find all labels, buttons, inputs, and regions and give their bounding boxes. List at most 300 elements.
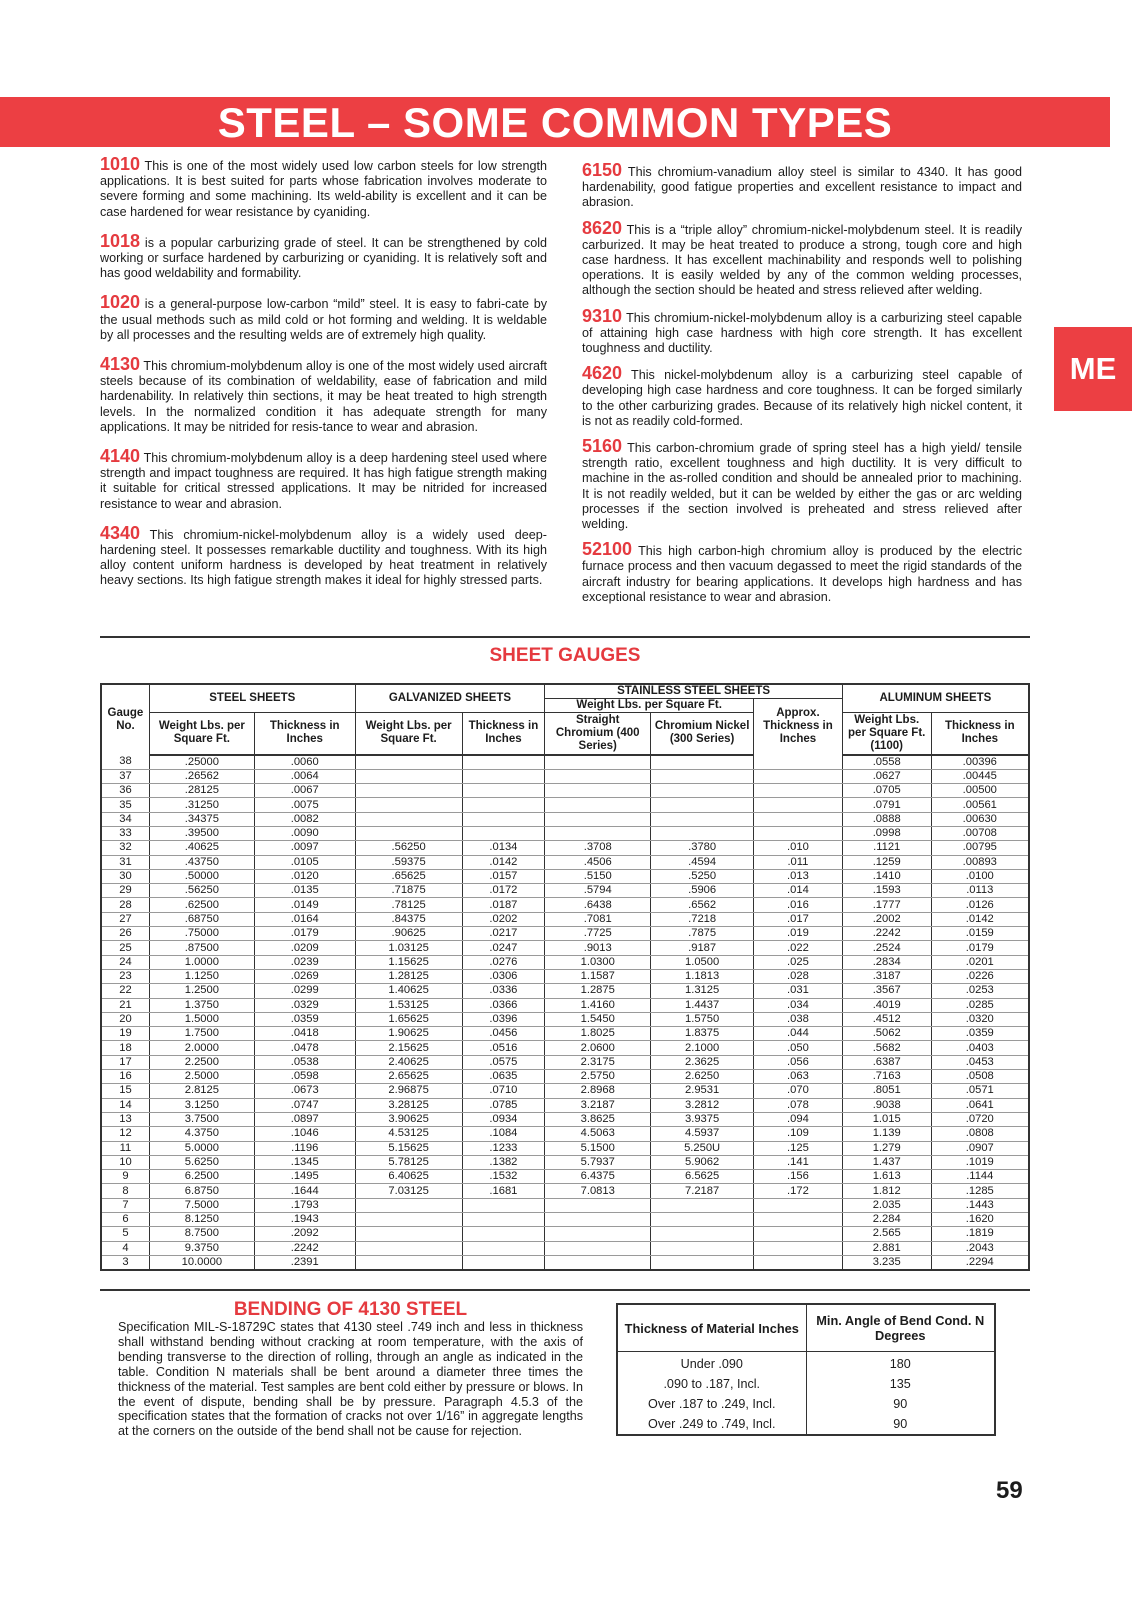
chromium-nickel-weight-cell (651, 1255, 754, 1270)
steel-description: This nickel-molybdenum alloy is a carburizing steel capable of developing high case hardness and core toughness. It can be forged similarly to the other carburizing grades. Because of its relatively high nickel content, it is not as readily cold-formed. (582, 368, 1022, 428)
aluminum-weight-cell: .0888 (842, 812, 931, 826)
chromium-nickel-weight-cell: 4.5937 (651, 1127, 754, 1141)
straight-chromium-weight-cell: 1.0300 (545, 955, 651, 969)
section-divider (100, 636, 1030, 638)
stainless-thickness-cell: .156 (754, 1170, 843, 1184)
aluminum-thickness-cell: .0126 (931, 898, 1029, 912)
page-title-banner (0, 97, 1110, 147)
table-row (101, 1027, 1029, 1041)
stainless-thickness-cell: .038 (754, 1012, 843, 1026)
aluminum-weight-cell: 3.235 (842, 1255, 931, 1270)
chromium-nickel-weight-cell: 2.1000 (651, 1041, 754, 1055)
galvanized-thickness-cell (462, 769, 545, 783)
steel-types-left-column (100, 154, 547, 603)
straight-chromium-weight-cell (545, 1213, 651, 1227)
stainless-thickness-cell (754, 784, 843, 798)
table-row (101, 884, 1029, 898)
steel-types-right-column (582, 160, 1022, 615)
stainless-weight-subheader: Weight Lbs. per Square Ft. (545, 699, 754, 713)
sheet-gauges-title: SHEET GAUGES (489, 645, 641, 666)
aluminum-thickness-cell: .0359 (931, 1027, 1029, 1041)
table-row (101, 998, 1029, 1012)
steel-description: This is a “triple alloy” chromium-nickel-molybdenum steel. It is readily carburized. It may be heat treated to produce a strong, tough core and high case hardness. It has excellent machinability and responds well to polishing operations. It is easily welded by any of the common welding processes, although the section should be heated and stress relieved after welding. (582, 222, 1022, 298)
aluminum-thickness-cell: .00630 (931, 812, 1029, 826)
aluminum-weight-cell: .2002 (842, 912, 931, 926)
galvanized-weight-cell (355, 826, 462, 840)
galvanized-weight-cell: 2.40625 (355, 1055, 462, 1069)
steel-description: This chromium-nickel-molybdenum alloy is a carburizing steel capable of attaining high case hardness with high core strength. It has excellent toughness and ductility. (582, 310, 1022, 356)
galvanized-thickness-cell: .1681 (462, 1184, 545, 1198)
gauge-no-cell: 14 (101, 1098, 149, 1112)
galvanized-thickness-cell: .0635 (462, 1070, 545, 1084)
steel-thickness-cell: .0090 (254, 826, 355, 840)
steel-thickness-cell: .0075 (254, 798, 355, 812)
chromium-nickel-weight-cell: 3.2812 (651, 1098, 754, 1112)
steel-weight-cell: 4.3750 (149, 1127, 254, 1141)
stainless-thickness-cell: .094 (754, 1112, 843, 1126)
table-row (101, 1127, 1029, 1141)
gauge-no-cell: 17 (101, 1055, 149, 1069)
stainless-thickness-cell: .141 (754, 1155, 843, 1169)
chromium-nickel-weight-cell: 2.3625 (651, 1055, 754, 1069)
chromium-nickel-weight-cell (651, 769, 754, 783)
steel-weight-cell: .39500 (149, 826, 254, 840)
straight-chromium-weight-cell (545, 798, 651, 812)
steel-weight-cell: 7.5000 (149, 1198, 254, 1212)
chromium-nickel-weight-cell (651, 798, 754, 812)
steel-weight-cell: 6.8750 (149, 1184, 254, 1198)
table-row (101, 969, 1029, 983)
steel-thickness-cell: .0269 (254, 969, 355, 983)
galvanized-thickness-cell (462, 1241, 545, 1255)
stainless-thickness-cell: .172 (754, 1184, 843, 1198)
steel-thickness-cell: .0478 (254, 1041, 355, 1055)
galvanized-thickness-cell: .0217 (462, 927, 545, 941)
aluminum-weight-cell: .4019 (842, 998, 931, 1012)
chromium-nickel-weight-cell: 1.1813 (651, 969, 754, 983)
thickness-range: .090 to .187, Incl. (617, 1374, 806, 1394)
chromium-nickel-weight-cell (651, 755, 754, 770)
aluminum-thickness-cell: .0720 (931, 1112, 1029, 1126)
table-row (101, 841, 1029, 855)
steel-description: This chromium-nickel-molybdenum alloy is a widely used deep-hardening steel. It possesses remarkable ductility and toughness. With its high alloy content uniform hardness is developed by heat treatment in relatively heavy sections. Its high fatigue strength makes it ideal for highly stressed parts. (100, 527, 547, 588)
galvanized-thickness-cell: .1233 (462, 1141, 545, 1155)
stainless-thickness-cell: .010 (754, 841, 843, 855)
straight-chromium-weight-cell: 2.8968 (545, 1084, 651, 1098)
galvanized-weight-cell (355, 798, 462, 812)
steel-description: This chromium-molybdenum alloy is one of the most widely used aircraft steels because of its combination of weldability, ease of fabrication and mild hardenability. In relatively thin sections, it may be heat treated to high strength levels. In the normalized condition it has adequate strength for many applications. It may be nitrided for resis-tance to wear and abrasion. (100, 359, 547, 434)
bending-table (616, 1303, 996, 1436)
steel-weight-cell: 5.0000 (149, 1141, 254, 1155)
steel-grade-code: 4130 (100, 354, 141, 375)
table-row (101, 1112, 1029, 1126)
steel-thickness-cell: .1046 (254, 1127, 355, 1141)
galvanized-weight-cell: .84375 (355, 912, 462, 926)
gauge-no-cell: 19 (101, 1027, 149, 1041)
chromium-nickel-weight-cell: .7218 (651, 912, 754, 926)
gauge-no-cell: 6 (101, 1213, 149, 1227)
galvanized-weight-cell: 1.53125 (355, 998, 462, 1012)
steel-weight-cell: .40625 (149, 841, 254, 855)
gauge-no-header: Gauge No. (101, 684, 149, 755)
aluminum-thickness-cell: .0907 (931, 1141, 1029, 1155)
gauge-no-cell: 37 (101, 769, 149, 783)
galvanized-thickness-cell (462, 1255, 545, 1270)
straight-chromium-weight-cell (545, 1227, 651, 1241)
page-title: STEEL – SOME COMMON TYPES (217, 99, 893, 146)
table-row (101, 1255, 1029, 1270)
steel-thickness-cell: .1943 (254, 1213, 355, 1227)
galvanized-weight-cell (355, 1241, 462, 1255)
steel-grade-code: 1010 (100, 154, 141, 174)
aluminum-thickness-cell: .00445 (931, 769, 1029, 783)
gauge-no-cell: 34 (101, 812, 149, 826)
straight-chromium-weight-cell: 4.5063 (545, 1127, 651, 1141)
chromium-nickel-weight-cell: 1.8375 (651, 1027, 754, 1041)
table-row (101, 784, 1029, 798)
steel-thickness-cell: .0135 (254, 884, 355, 898)
gauge-no-cell: 35 (101, 798, 149, 812)
table-row (101, 755, 1029, 770)
table-row (101, 984, 1029, 998)
aluminum-weight-cell: .1121 (842, 841, 931, 855)
chromium-nickel-weight-cell: .5250 (651, 869, 754, 883)
steel-grade-code: 8620 (582, 217, 623, 238)
min-angle-column-header: Min. Angle of Bend Cond. N Degrees (806, 1304, 995, 1352)
stainless-thickness-cell (754, 1227, 843, 1241)
steel-sheets-header: STEEL SHEETS (149, 684, 355, 713)
straight-chromium-weight-cell: .6438 (545, 898, 651, 912)
galvanized-thickness-cell (462, 1213, 545, 1227)
gauge-no-cell: 12 (101, 1127, 149, 1141)
stainless-thickness-cell (754, 798, 843, 812)
galvanized-weight-cell: 3.90625 (355, 1112, 462, 1126)
straight-chromium-weight-cell: 5.7937 (545, 1155, 651, 1169)
steel-weight-cell: 2.8125 (149, 1084, 254, 1098)
aluminum-thickness-cell: .00893 (931, 855, 1029, 869)
aluminum-thickness-cell: .0113 (931, 884, 1029, 898)
galvanized-weight-cell: 5.78125 (355, 1155, 462, 1169)
table-row (101, 1098, 1029, 1112)
aluminum-weight-cell: 2.284 (842, 1213, 931, 1227)
aluminum-weight-cell: .1410 (842, 869, 931, 883)
table-row (101, 798, 1029, 812)
table-row (101, 1241, 1029, 1255)
aluminum-weight-cell: .4512 (842, 1012, 931, 1026)
stainless-thickness-cell: .109 (754, 1127, 843, 1141)
galvanized-thickness-cell: .0202 (462, 912, 545, 926)
steel-weight-cell: .28125 (149, 784, 254, 798)
stainless-thickness-cell: .034 (754, 998, 843, 1012)
straight-chromium-weight-cell: 7.0813 (545, 1184, 651, 1198)
straight-chromium-weight-cell (545, 1241, 651, 1255)
straight-chromium-weight-cell: 6.4375 (545, 1170, 651, 1184)
aluminum-thickness-cell: .0159 (931, 927, 1029, 941)
aluminum-weight-cell: .2524 (842, 941, 931, 955)
steel-description: This high carbon-high chromium alloy is produced by the electric furnace process and then vacuum degassed to meet the rigid standards of the aircraft industry for bearing applications. It develops high hardness and has exceptional resistance to wear and abrasion. (582, 544, 1022, 604)
straight-chromium-weight-cell: .7081 (545, 912, 651, 926)
aluminum-thickness-header: Thickness in Inches (931, 713, 1029, 755)
aluminum-thickness-cell: .2043 (931, 1241, 1029, 1255)
galvanized-weight-cell (355, 1255, 462, 1270)
table-row (617, 1414, 995, 1435)
gauge-no-cell: 15 (101, 1084, 149, 1098)
straight-chromium-weight-cell: 1.4160 (545, 998, 651, 1012)
steel-thickness-header: Thickness in Inches (254, 713, 355, 755)
aluminum-weight-cell: .5682 (842, 1041, 931, 1055)
gauge-no-cell: 32 (101, 841, 149, 855)
table-row (101, 1213, 1029, 1227)
steel-thickness-cell: .0064 (254, 769, 355, 783)
chromium-nickel-weight-cell: 1.0500 (651, 955, 754, 969)
steel-weight-cell: 2.2500 (149, 1055, 254, 1069)
steel-weight-cell: .87500 (149, 941, 254, 955)
straight-chromium-weight-cell: .4506 (545, 855, 651, 869)
stainless-thickness-cell: .050 (754, 1041, 843, 1055)
aluminum-thickness-cell: .0571 (931, 1084, 1029, 1098)
aluminum-weight-cell: 1.613 (842, 1170, 931, 1184)
steel-entry (100, 230, 547, 282)
galvanized-thickness-cell (462, 798, 545, 812)
steel-thickness-cell: .0538 (254, 1055, 355, 1069)
chromium-nickel-weight-cell (651, 1241, 754, 1255)
steel-thickness-cell: .0060 (254, 755, 355, 770)
galvanized-thickness-cell (462, 1227, 545, 1241)
chromium-nickel-header: Chromium Nickel (300 Series) (651, 713, 754, 755)
galvanized-thickness-cell: .0934 (462, 1112, 545, 1126)
aluminum-thickness-cell: .0808 (931, 1127, 1029, 1141)
aluminum-thickness-cell: .0201 (931, 955, 1029, 969)
galvanized-thickness-cell (462, 784, 545, 798)
steel-weight-cell: .50000 (149, 869, 254, 883)
table-row (101, 855, 1029, 869)
galvanized-thickness-cell: .0157 (462, 869, 545, 883)
steel-thickness-cell: .0179 (254, 927, 355, 941)
aluminum-thickness-cell: .2294 (931, 1255, 1029, 1270)
steel-weight-cell: 5.6250 (149, 1155, 254, 1169)
table-row (101, 927, 1029, 941)
galvanized-thickness-cell: .1532 (462, 1170, 545, 1184)
aluminum-weight-cell: 2.035 (842, 1198, 931, 1212)
gauge-no-cell: 33 (101, 826, 149, 840)
galvanized-thickness-cell: .0516 (462, 1041, 545, 1055)
aluminum-weight-cell: .6387 (842, 1055, 931, 1069)
aluminum-weight-cell: .5062 (842, 1027, 931, 1041)
straight-chromium-weight-cell: 2.5750 (545, 1070, 651, 1084)
aluminum-weight-cell: .2242 (842, 927, 931, 941)
steel-thickness-cell: .0239 (254, 955, 355, 969)
galvanized-weight-cell: 6.40625 (355, 1170, 462, 1184)
gauge-no-cell: 36 (101, 784, 149, 798)
galvanized-thickness-cell (462, 755, 545, 770)
steel-weight-cell: .75000 (149, 927, 254, 941)
galvanized-weight-cell (355, 769, 462, 783)
galvanized-thickness-cell: .0247 (462, 941, 545, 955)
thickness-column-header: Thickness of Material Inches (617, 1304, 806, 1352)
table-row (617, 1374, 995, 1394)
steel-thickness-cell: .0209 (254, 941, 355, 955)
steel-weight-cell: 1.3750 (149, 998, 254, 1012)
steel-entry (100, 292, 547, 343)
steel-weight-cell: 1.2500 (149, 984, 254, 998)
table-row (101, 1041, 1029, 1055)
galvanized-thickness-cell: .0187 (462, 898, 545, 912)
stainless-thickness-cell (754, 1213, 843, 1227)
steel-entry (100, 522, 547, 589)
steel-entry (582, 436, 1022, 532)
aluminum-weight-cell: .7163 (842, 1070, 931, 1084)
thickness-range: Over .187 to .249, Incl. (617, 1394, 806, 1414)
stainless-thickness-cell: .014 (754, 884, 843, 898)
table-row (101, 769, 1029, 783)
galvanized-thickness-cell: .0575 (462, 1055, 545, 1069)
galvanized-thickness-cell: .0456 (462, 1027, 545, 1041)
steel-weight-cell: .62500 (149, 898, 254, 912)
chromium-nickel-weight-cell (651, 1227, 754, 1241)
stainless-thickness-cell: .017 (754, 912, 843, 926)
galvanized-weight-cell: .59375 (355, 855, 462, 869)
galvanized-weight-header: Weight Lbs. per Square Ft. (355, 713, 462, 755)
stainless-thickness-cell: .078 (754, 1098, 843, 1112)
min-angle: 90 (893, 1417, 908, 1431)
steel-weight-cell: .56250 (149, 884, 254, 898)
straight-chromium-weight-cell (545, 755, 651, 770)
gauge-no-cell: 22 (101, 984, 149, 998)
aluminum-weight-cell: 1.015 (842, 1112, 931, 1126)
galvanized-weight-cell: 1.40625 (355, 984, 462, 998)
straight-chromium-weight-cell: .5150 (545, 869, 651, 883)
chromium-nickel-weight-cell: 1.4437 (651, 998, 754, 1012)
steel-entry (582, 160, 1022, 211)
steel-entry (582, 363, 1022, 429)
aluminum-weight-cell: 2.881 (842, 1241, 931, 1255)
steel-entry (100, 354, 547, 435)
aluminum-weight-cell: .3567 (842, 984, 931, 998)
aluminum-thickness-cell: .1285 (931, 1184, 1029, 1198)
galvanized-thickness-cell: .0785 (462, 1098, 545, 1112)
galvanized-thickness-cell: .0366 (462, 998, 545, 1012)
table-row (101, 826, 1029, 840)
straight-chromium-weight-cell (545, 1198, 651, 1212)
galvanized-thickness-cell: .0134 (462, 841, 545, 855)
galvanized-weight-cell: .90625 (355, 927, 462, 941)
aluminum-thickness-cell: .0142 (931, 912, 1029, 926)
aluminum-weight-cell: .9038 (842, 1098, 931, 1112)
galvanized-thickness-cell (462, 812, 545, 826)
stainless-thickness-cell: .019 (754, 927, 843, 941)
stainless-thickness-cell: .028 (754, 969, 843, 983)
galvanized-weight-cell: 5.15625 (355, 1141, 462, 1155)
steel-weight-cell: 3.1250 (149, 1098, 254, 1112)
steel-weight-header: Weight Lbs. per Square Ft. (149, 713, 254, 755)
steel-description: This is one of the most widely used low carbon steels for low strength applications. It is best suited for parts whose fabrication involves moderate to severe forming and some machining. Its weld-ability is excellent and it can be case hardened for wear resistance by cyaniding. (100, 159, 547, 219)
aluminum-thickness-cell: .0100 (931, 869, 1029, 883)
straight-chromium-weight-cell: 3.2187 (545, 1098, 651, 1112)
aluminum-weight-cell: .3187 (842, 969, 931, 983)
straight-chromium-weight-cell: .3708 (545, 841, 651, 855)
section-divider (100, 1289, 1030, 1291)
steel-thickness-cell: .1196 (254, 1141, 355, 1155)
table-row (101, 1227, 1029, 1241)
steel-thickness-cell: .0097 (254, 841, 355, 855)
chromium-nickel-weight-cell: .3780 (651, 841, 754, 855)
gauge-no-cell: 11 (101, 1141, 149, 1155)
stainless-thickness-cell: .011 (754, 855, 843, 869)
steel-grade-code: 1018 (100, 230, 141, 251)
thickness-range: Over .249 to .749, Incl. (617, 1414, 806, 1435)
table-row (101, 1155, 1029, 1169)
steel-thickness-cell: .2391 (254, 1255, 355, 1270)
steel-thickness-cell: .2092 (254, 1227, 355, 1241)
galvanized-weight-cell: .56250 (355, 841, 462, 855)
table-row (101, 1055, 1029, 1069)
bending-title: BENDING OF 4130 STEEL (233, 1299, 468, 1320)
steel-description: This carbon-chromium grade of spring steel has a high yield/ tensile strength ratio, excellent toughness and high ductility. It is very difficult to machine in the as-rolled condition and should be annealed prior to machining. It is not readily welded, but it can be welded by either the gas or arc welding processes if the section involved is preheated and stress relieved after welding. (582, 441, 1022, 532)
galvanized-weight-cell (355, 1227, 462, 1241)
aluminum-thickness-cell: .1819 (931, 1227, 1029, 1241)
chromium-nickel-weight-cell (651, 826, 754, 840)
gauge-no-cell: 13 (101, 1112, 149, 1126)
galvanized-weight-cell: 7.03125 (355, 1184, 462, 1198)
stainless-thickness-cell (754, 812, 843, 826)
chromium-nickel-weight-cell (651, 1213, 754, 1227)
galvanized-thickness-cell (462, 826, 545, 840)
straight-chromium-weight-cell (545, 769, 651, 783)
stainless-thickness-cell (754, 1255, 843, 1270)
galvanized-weight-cell (355, 755, 462, 770)
galvanized-thickness-cell: .0276 (462, 955, 545, 969)
steel-weight-cell: 1.5000 (149, 1012, 254, 1026)
chromium-nickel-weight-cell: 5.250U (651, 1141, 754, 1155)
stainless-thickness-cell: .056 (754, 1055, 843, 1069)
table-row (101, 912, 1029, 926)
stainless-thickness-cell (754, 769, 843, 783)
steel-thickness-cell: .1793 (254, 1198, 355, 1212)
steel-thickness-cell: .0897 (254, 1112, 355, 1126)
steel-grade-code: 1020 (100, 292, 141, 313)
stainless-thickness-cell: .025 (754, 955, 843, 969)
steel-thickness-cell: .0164 (254, 912, 355, 926)
aluminum-thickness-cell: .0403 (931, 1041, 1029, 1055)
min-angle: 180 (889, 1357, 911, 1371)
chromium-nickel-weight-cell: 3.9375 (651, 1112, 754, 1126)
straight-chromium-weight-cell: 5.1500 (545, 1141, 651, 1155)
chromium-nickel-weight-cell (651, 784, 754, 798)
aluminum-weight-cell: 1.139 (842, 1127, 931, 1141)
aluminum-weight-cell: .2834 (842, 955, 931, 969)
gauge-no-cell: 4 (101, 1241, 149, 1255)
steel-grade-code: 5160 (582, 436, 623, 457)
steel-weight-cell: .34375 (149, 812, 254, 826)
steel-weight-cell: 2.5000 (149, 1070, 254, 1084)
gauge-no-cell: 27 (101, 912, 149, 926)
steel-description: is a popular carburizing grade of steel. It can be strengthened by cold working or surface hardened by carburizing or cyaniding. It is relatively soft and has good weldability and formability. (100, 235, 547, 281)
aluminum-weight-cell: 1.279 (842, 1141, 931, 1155)
gauge-no-cell: 23 (101, 969, 149, 983)
steel-description: is a general-purpose low-carbon “mild” steel. It is easy to fabri-cate by the usual methods such as mild cold or hot forming and welding. It is weldable by all processes and the resulting welds are of extremely high quality. (100, 297, 547, 342)
steel-thickness-cell: .0598 (254, 1070, 355, 1084)
aluminum-weight-cell: 2.565 (842, 1227, 931, 1241)
aluminum-thickness-cell: .0508 (931, 1070, 1029, 1084)
galvanized-weight-cell: 1.65625 (355, 1012, 462, 1026)
galvanized-weight-cell: 1.03125 (355, 941, 462, 955)
galvanized-weight-cell: 1.15625 (355, 955, 462, 969)
aluminum-thickness-cell: .0226 (931, 969, 1029, 983)
aluminum-thickness-cell: .00795 (931, 841, 1029, 855)
galvanized-sheets-header: GALVANIZED SHEETS (355, 684, 545, 713)
table-row (101, 812, 1029, 826)
section-tab-me[interactable]: ME (1054, 327, 1132, 411)
